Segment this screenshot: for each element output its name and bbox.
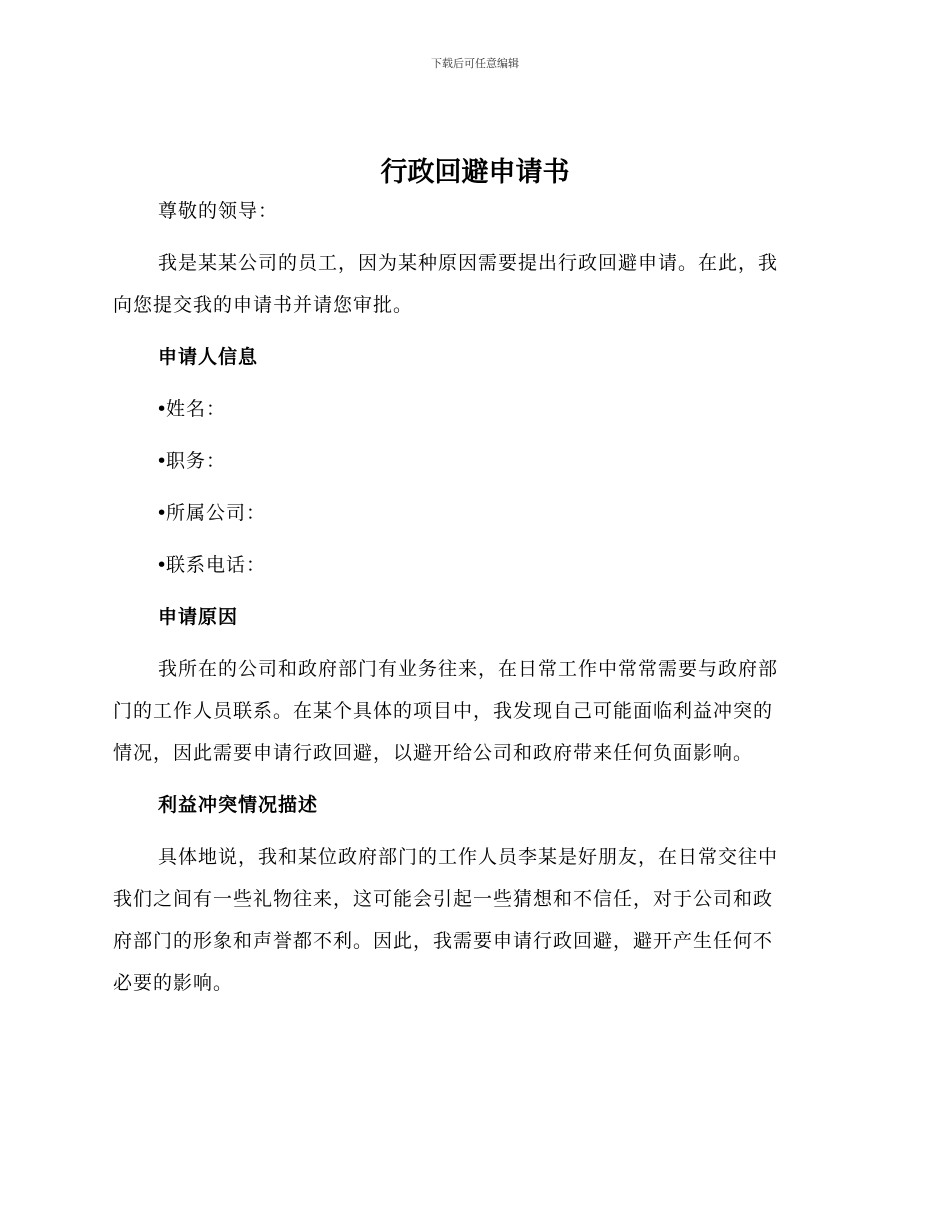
reason-line-3: 情况，因此需要申请行政回避，以避开给公司和政府带来任何负面影响。	[113, 742, 754, 764]
reason-line-2: 门的工作人员联系。在某个具体的项目中，我发现自己可能面临利益冲突的	[113, 700, 774, 722]
applicant-item-company	[113, 492, 833, 534]
conflict-line-4: 必要的影响。	[113, 972, 234, 994]
bullet-icon: •	[156, 554, 169, 576]
header-note: 下载后可任意编辑	[431, 57, 519, 70]
section-heading-applicant: 申请人信息	[158, 346, 259, 368]
bullet-icon: •	[156, 502, 169, 524]
applicant-item-label: 职务：	[166, 450, 227, 472]
bullet-icon: •	[156, 398, 169, 420]
applicant-item-label: 姓名：	[166, 398, 227, 420]
applicant-item-phone	[113, 544, 833, 586]
conflict-line-2: 我们之间有一些礼物往来，这可能会引起一些猜想和不信任，对于公司和政	[113, 888, 774, 910]
intro-paragraph	[113, 242, 833, 326]
reason-line-1: 我所在的公司和政府部门有业务往来，在日常工作中常常需要与政府部	[158, 658, 779, 680]
conflict-line-1: 具体地说，我和某位政府部门的工作人员李某是好朋友，在日常交往中	[158, 846, 779, 868]
salutation: 尊敬的领导：	[158, 200, 279, 222]
conflict-paragraph	[113, 836, 833, 1004]
section-heading-reason: 申请原因	[158, 606, 239, 628]
conflict-line-3: 府部门的形象和声誉都不利。因此，我需要申请行政回避，避开产生任何不	[113, 930, 774, 952]
bullet-icon: •	[156, 450, 169, 472]
document-title: 行政回避申请书	[380, 157, 570, 188]
intro-line-1: 我是某某公司的员工，因为某种原因需要提出行政回避申请。在此，我	[158, 252, 779, 274]
applicant-item-label: 联系电话：	[166, 554, 267, 576]
reason-paragraph	[113, 648, 833, 774]
applicant-item-name	[113, 388, 833, 430]
section-heading-conflict: 利益冲突情况描述	[158, 794, 319, 816]
applicant-item-position	[113, 440, 833, 482]
intro-line-2: 向您提交我的申请书并请您审批。	[113, 294, 414, 316]
applicant-item-label: 所属公司：	[166, 502, 267, 524]
document-body	[113, 190, 833, 1004]
